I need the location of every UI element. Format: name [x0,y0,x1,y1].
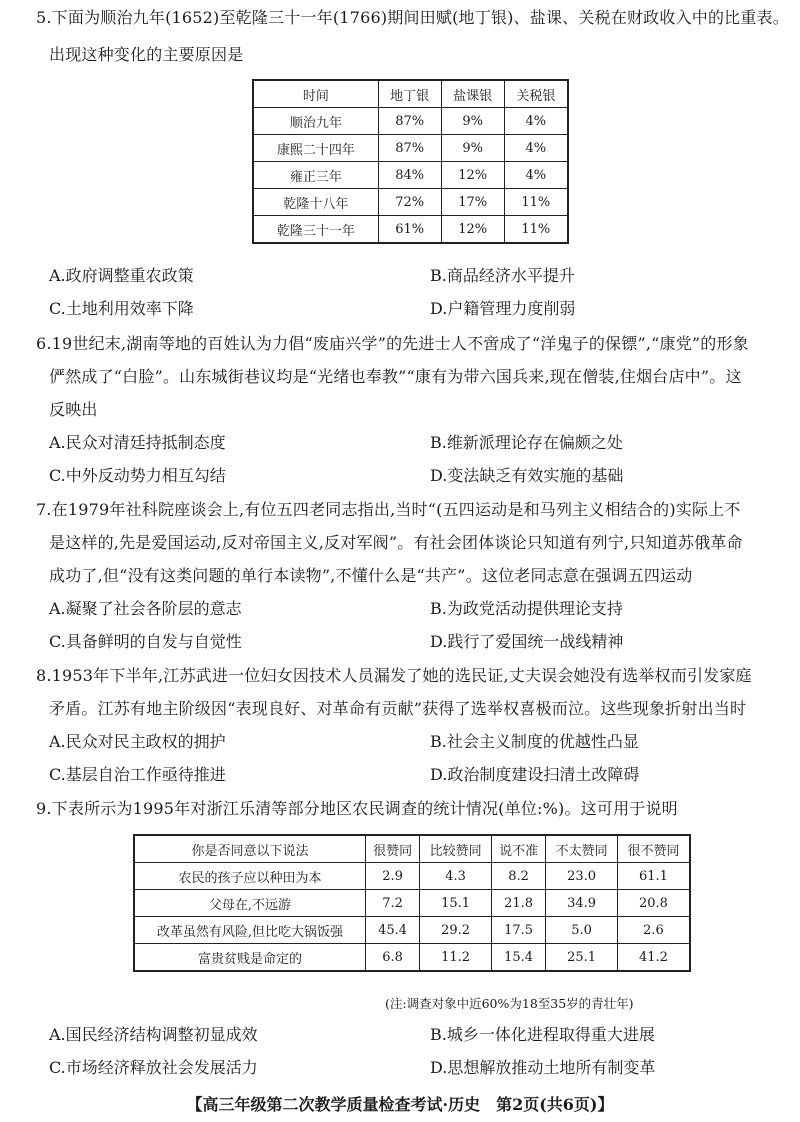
table-cell: 富贵贫贱是命定的 [134,944,366,972]
q9-option-b[interactable]: B.城乡一体化进程取得重大进展 [430,1025,655,1044]
table-cell: 6.8 [366,944,420,972]
table-cell: 87% [378,108,441,135]
table-cell: 2.9 [366,863,420,890]
table-cell: 12% [441,162,504,189]
table-header-cell: 比较赞同 [420,835,492,863]
table-cell: 45.4 [366,917,420,944]
table-row [253,162,568,189]
table-cell: 7.2 [366,890,420,917]
table-header-cell: 盐课银 [441,80,504,108]
table-row [134,944,690,972]
q7-option-d[interactable]: D.践行了爱国统一战线精神 [430,632,624,651]
table-cell: 11% [504,189,568,216]
table-row [134,863,690,890]
table-cell: 乾隆三十一年 [253,216,378,244]
table-cell: 乾隆十八年 [253,189,378,216]
table-cell: 改革虽然有风险,但比吃大锅饭强 [134,917,366,944]
table-cell: 5.0 [546,917,618,944]
q7-option-c[interactable]: C.具备鲜明的自发与自觉性 [49,632,242,651]
table-cell: 61.1 [617,863,690,890]
q5-stem-line1: 5.下面为顺治九年(1652)至乾隆三十一年(1766)期间田赋(地丁银)、盐课、关税在财政收入中的比重表。 [36,8,789,27]
table-header-cell: 不太赞同 [546,835,618,863]
q5-revenue-table [252,79,569,244]
q7-stem-line3: 成功了,但“没有这类问题的单行本读物”,不懂什么是“共产”。这位老同志意在强调五四运动 [49,566,693,585]
table-cell: 顺治九年 [253,108,378,135]
table-header-row [134,835,690,863]
table-header-cell: 地丁银 [378,80,441,108]
table-cell: 4% [504,135,568,162]
q5-stem-line2: 出现这种变化的主要原因是 [49,45,244,64]
table-cell: 61% [378,216,441,244]
table-cell: 8.2 [491,863,545,890]
q6-option-d[interactable]: D.变法缺乏有效实施的基础 [430,466,624,485]
table-cell: 4% [504,108,568,135]
table-cell: 41.2 [617,944,690,972]
q7-option-a[interactable]: A.凝聚了社会各阶层的意志 [49,599,242,618]
table-cell: 34.9 [546,890,618,917]
table-cell: 康熙二十四年 [253,135,378,162]
table-cell: 87% [378,135,441,162]
table-row [253,135,568,162]
table-row [253,108,568,135]
q6-stem-line3: 反映出 [49,400,98,419]
table-cell: 4% [504,162,568,189]
table-cell: 11% [504,216,568,244]
q5-option-c[interactable]: C.土地利用效率下降 [49,299,194,318]
table-row [253,189,568,216]
table-row [134,890,690,917]
table-cell: 15.4 [491,944,545,972]
table-cell: 72% [378,189,441,216]
q9-option-c[interactable]: C.市场经济释放社会发展活力 [49,1058,258,1077]
q9-table-note: (注:调查对象中近60%为18至35岁的青壮年) [385,996,634,1011]
q9-survey-table [133,834,691,972]
table-cell: 11.2 [420,944,492,972]
q6-option-b[interactable]: B.维新派理论存在偏颇之处 [430,433,623,452]
q7-stem-line2: 是这样的,先是爱国运动,反对帝国主义,反对军阀”。有社会团体谈论只知道有列宁,只知道苏俄革命 [49,533,743,552]
q5-option-b[interactable]: B.商品经济水平提升 [430,266,575,285]
table-cell: 17.5 [491,917,545,944]
table-header-cell: 说不准 [491,835,545,863]
q9-option-d[interactable]: D.思想解放推动土地所有制变革 [430,1058,656,1077]
q6-stem-line2: 俨然成了“白脸”。山东城街巷议均是“光绪也奉教”“康有为带六国兵来,现在僧装,住烟台店中”。这 [49,367,742,386]
table-cell: 4.3 [420,863,492,890]
table-cell: 21.8 [491,890,545,917]
table-cell: 25.1 [546,944,618,972]
q6-option-c[interactable]: C.中外反动势力相互勾结 [49,466,226,485]
table-cell: 17% [441,189,504,216]
q6-stem-line1: 6.19世纪末,湖南等地的百姓认为力倡“废庙兴学”的先进士人不啻成了“洋鬼子的保镖”,“康党”的形象 [36,334,749,353]
table-header-cell: 关税银 [504,80,568,108]
table-cell: 12% [441,216,504,244]
q8-option-d[interactable]: D.政治制度建设扫清土改障碍 [430,765,640,784]
q8-stem-line1: 8.1953年下半年,江苏武进一位妇女因技术人员漏发了她的选民证,丈夫误会她没有选举权而引发家庭 [36,666,752,685]
table-header-cell: 你是否同意以下说法 [134,835,366,863]
table-cell: 23.0 [546,863,618,890]
table-cell: 9% [441,135,504,162]
table-cell: 15.1 [420,890,492,917]
table-cell: 84% [378,162,441,189]
q5-option-d[interactable]: D.户籍管理力度削弱 [430,299,576,318]
q6-option-a[interactable]: A.民众对清廷持抵制态度 [49,433,226,452]
table-cell: 2.6 [617,917,690,944]
table-cell: 雍正三年 [253,162,378,189]
table-cell: 20.8 [617,890,690,917]
q7-option-b[interactable]: B.为政党活动提供理论支持 [430,599,623,618]
q8-option-a[interactable]: A.民众对民主政权的拥护 [49,732,226,751]
q5-option-a[interactable]: A.政府调整重农政策 [49,266,194,285]
q7-stem-line1: 7.在1979年社科院座谈会上,有位五四老同志指出,当时“(五四运动是和马列主义相结合的)实际上不 [36,500,741,519]
table-row [253,216,568,244]
table-header-cell: 很不赞同 [617,835,690,863]
page-footer: 【高三年级第二次教学质量检查考试·历史 第2页(共6页)】 [186,1095,614,1114]
table-header-cell: 时间 [253,80,378,108]
q9-option-a[interactable]: A.国民经济结构调整初显成效 [49,1025,258,1044]
q9-stem-line1: 9.下表所示为1995年对浙江乐清等部分地区农民调查的统计情况(单位:%)。这可用于说明 [36,799,678,818]
q8-option-b[interactable]: B.社会主义制度的优越性凸显 [430,732,639,751]
table-row [134,917,690,944]
table-header-cell: 很赞同 [366,835,420,863]
table-header-row [253,80,568,108]
table-cell: 29.2 [420,917,492,944]
table-cell: 父母在,不远游 [134,890,366,917]
q8-stem-line2: 矛盾。江苏有地主阶级因“表现良好、对革命有贡献”获得了选举权喜极而泣。这些现象折射出当时 [49,699,747,718]
table-cell: 农民的孩子应以种田为本 [134,863,366,890]
q8-option-c[interactable]: C.基层自治工作亟待推进 [49,765,226,784]
table-cell: 9% [441,108,504,135]
